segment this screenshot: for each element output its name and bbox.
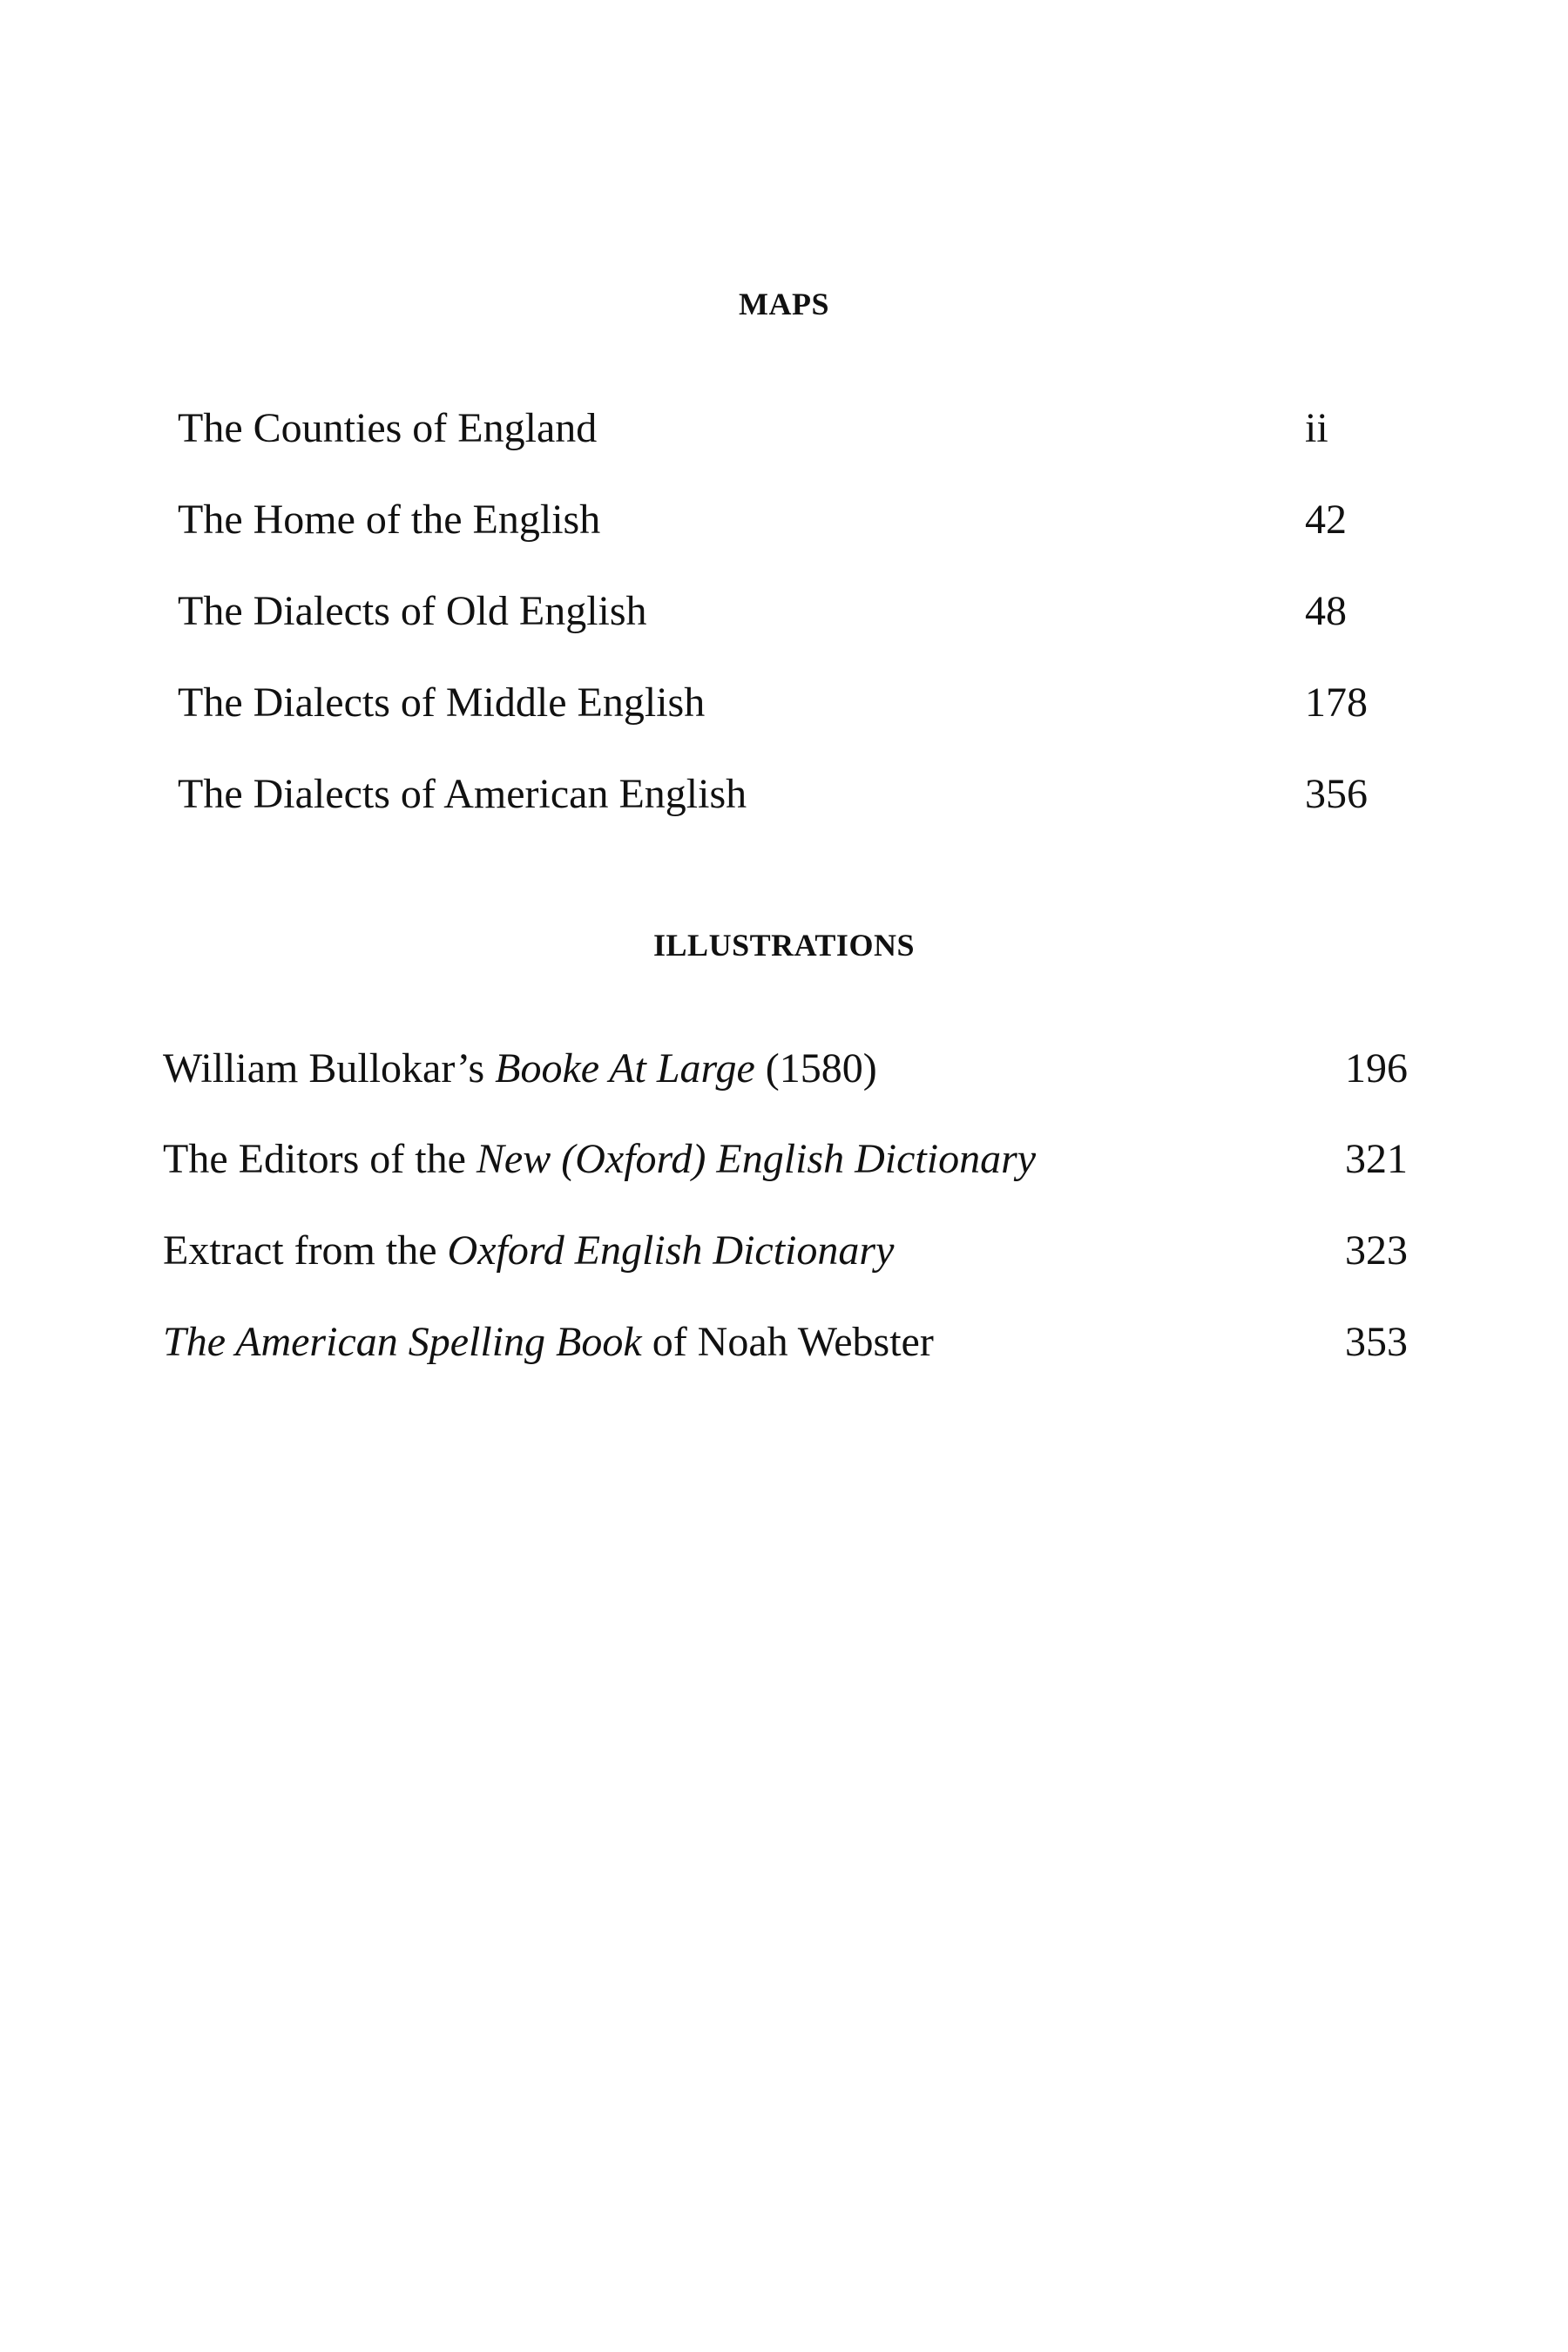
entry-title: The Home of the English: [178, 497, 601, 543]
entry-title-italic: New (Oxford) English Dictionary: [476, 1136, 1037, 1182]
entry-page: 196: [1345, 1045, 1408, 1092]
entry-page: 178: [1305, 679, 1368, 726]
entry-page: 356: [1305, 771, 1368, 817]
entry-title-before: William Bullokar’s: [163, 1045, 496, 1092]
entry-page: 353: [1345, 1319, 1408, 1365]
entry-page: 323: [1345, 1227, 1408, 1274]
entry-title-italic: Booke At Large: [495, 1045, 755, 1092]
entry-page: 321: [1345, 1136, 1408, 1182]
entry-title-before: Extract from the: [163, 1227, 448, 1274]
entry-title: [163, 1133, 1036, 1186]
entry-title: [163, 1043, 877, 1095]
entry-title: [163, 1316, 934, 1369]
entry-page: 48: [1305, 588, 1347, 634]
entry-title: The Counties of England: [178, 405, 598, 451]
entry-page: ii: [1305, 405, 1328, 451]
entry-title: The Dialects of Old English: [178, 588, 647, 634]
entry-title-after: of Noah Webster: [641, 1319, 934, 1365]
entry-page: 42: [1305, 497, 1347, 543]
entry-title-before: The Editors of the: [163, 1136, 476, 1182]
entry-title: The Dialects of American English: [178, 771, 747, 817]
entry-title-italic: Oxford English Dictionary: [447, 1227, 895, 1274]
illustrations-heading: ILLUSTRATIONS: [653, 928, 915, 963]
entry-title-italic: The American Spelling Book: [163, 1319, 642, 1365]
entry-title: The Dialects of Middle English: [178, 679, 706, 726]
maps-heading: MAPS: [739, 287, 829, 321]
entry-title-after: (1580): [754, 1045, 877, 1092]
entry-title: [163, 1225, 894, 1277]
